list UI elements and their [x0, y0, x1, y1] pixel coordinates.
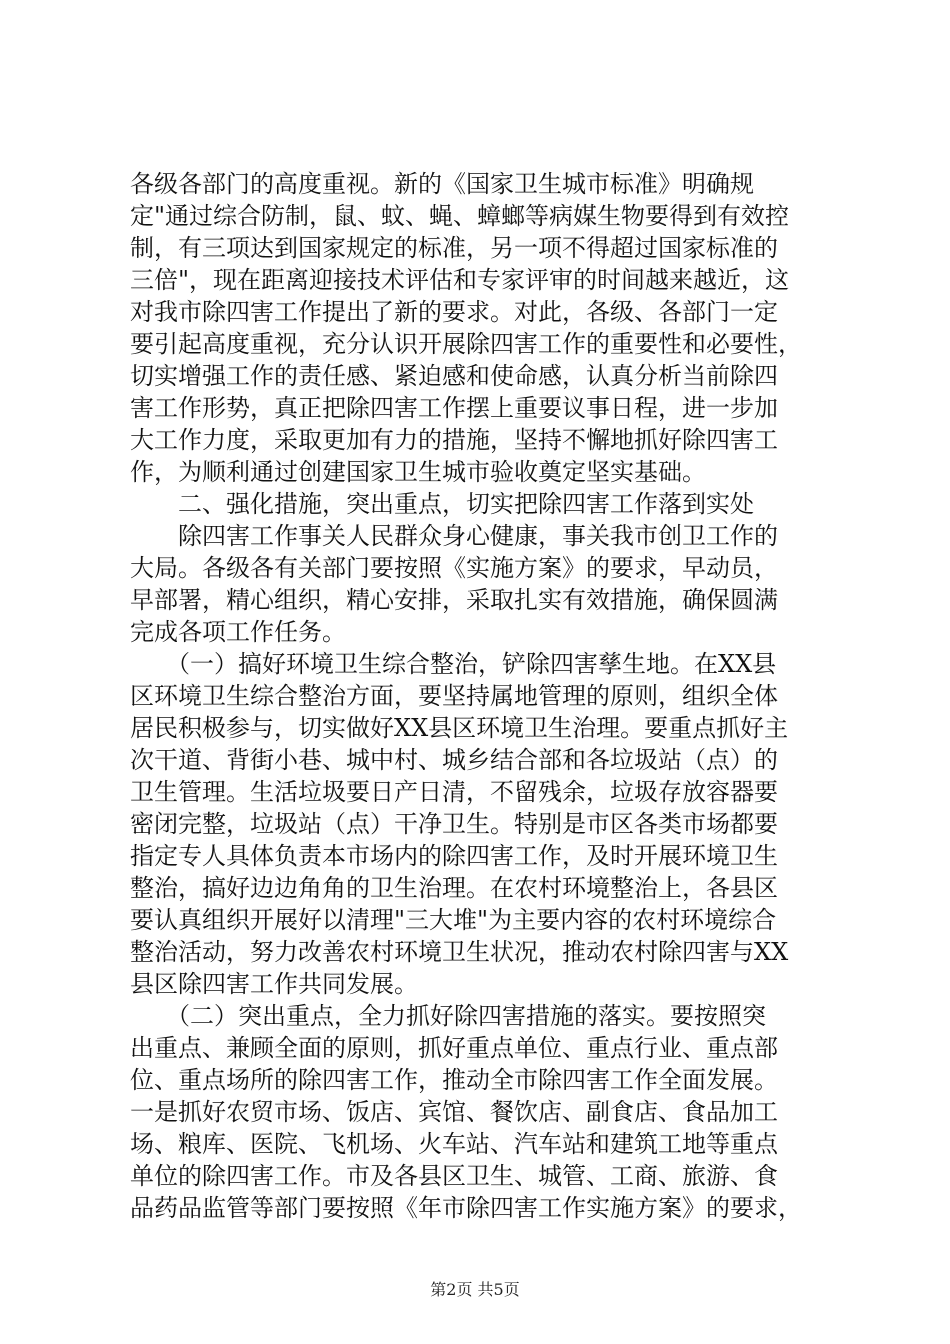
text-line: 品药品监管等部门要按照《年市除四害工作实施方案》的要求，	[130, 1194, 802, 1222]
text-line: 位、重点场所的除四害工作，推动全市除四害工作全面发展。	[130, 1066, 778, 1094]
text-line: 定"通过综合防制，鼠、蚊、蝇、蟑螂等病媒生物要得到有效控	[130, 202, 790, 230]
document-body	[130, 168, 845, 1224]
text-line: 一是抓好农贸市场、饭店、宾馆、餐饮店、副食店、食品加工	[130, 1098, 778, 1126]
text-line: 大局。各级各有关部门要按照《实施方案》的要求，早动员，	[130, 554, 778, 582]
text-line: （二）突出重点，全力抓好除四害措施的落实。要按照突	[130, 1002, 766, 1030]
text-line: 密闭完整，垃圾站（点）干净卫生。特别是市区各类市场都要	[130, 810, 778, 838]
text-line: 三倍"，现在距离迎接技术评估和专家评审的时间越来越近，这	[130, 266, 790, 294]
text-line: 害工作形势，真正把除四害工作摆上重要议事日程，进一步加	[130, 394, 778, 422]
text-line: 卫生管理。生活垃圾要日产日清，不留残余，垃圾存放容器要	[130, 778, 778, 806]
text-line: 切实增强工作的责任感、紧迫感和使命感，认真分析当前除四	[130, 362, 778, 390]
section-heading: 二、强化措施，突出重点，切实把除四害工作落到实处	[130, 490, 754, 518]
text-line: 制，有三项达到国家规定的标准，另一项不得超过国家标准的	[130, 234, 778, 262]
text-line: 整治，搞好边边角角的卫生治理。在农村环境整治上，各县区	[130, 874, 778, 902]
text-line: 除四害工作事关人民群众身心健康，事关我市创卫工作的	[130, 522, 778, 550]
text-line: 整治活动，努力改善农村环境卫生状况，推动农村除四害与XX	[130, 938, 789, 966]
text-line: 单位的除四害工作。市及各县区卫生、城管、工商、旅游、食	[130, 1162, 778, 1190]
text-line: 县区除四害工作共同发展。	[130, 970, 418, 998]
text-line: 次干道、背街小巷、城中村、城乡结合部和各垃圾站（点）的	[130, 746, 778, 774]
text-line: 区环境卫生综合整治方面，要坚持属地管理的原则，组织全体	[130, 682, 778, 710]
text-line: 居民积极参与，切实做好XX县区环境卫生治理。要重点抓好主	[130, 714, 789, 742]
text-line: 各级各部门的高度重视。新的《国家卫生城市标准》明确规	[130, 170, 754, 198]
text-line: 出重点、兼顾全面的原则，抓好重点单位、重点行业、重点部	[130, 1034, 778, 1062]
page-number-footer: 第2页 共5页	[430, 1280, 520, 1299]
text-line: 场、粮库、医院、飞机场、火车站、汽车站和建筑工地等重点	[130, 1130, 778, 1158]
text-line: 要认真组织开展好以清理"三大堆"为主要内容的农村环境综合	[130, 906, 777, 934]
text-line: 完成各项工作任务。	[130, 618, 346, 646]
text-line: 对我市除四害工作提出了新的要求。对此，各级、各部门一定	[130, 298, 778, 326]
text-line: （一）搞好环境卫生综合整治，铲除四害孳生地。在XX县	[130, 650, 777, 678]
text-line: 要引起高度重视，充分认识开展除四害工作的重要性和必要性，	[130, 330, 802, 358]
text-line: 大工作力度，采取更加有力的措施，坚持不懈地抓好除四害工	[130, 426, 778, 454]
text-line: 指定专人具体负责本市场内的除四害工作，及时开展环境卫生	[130, 842, 778, 870]
text-line: 早部署，精心组织，精心安排，采取扎实有效措施，确保圆满	[130, 586, 778, 614]
text-line: 作，为顺利通过创建国家卫生城市验收奠定坚实基础。	[130, 458, 706, 486]
